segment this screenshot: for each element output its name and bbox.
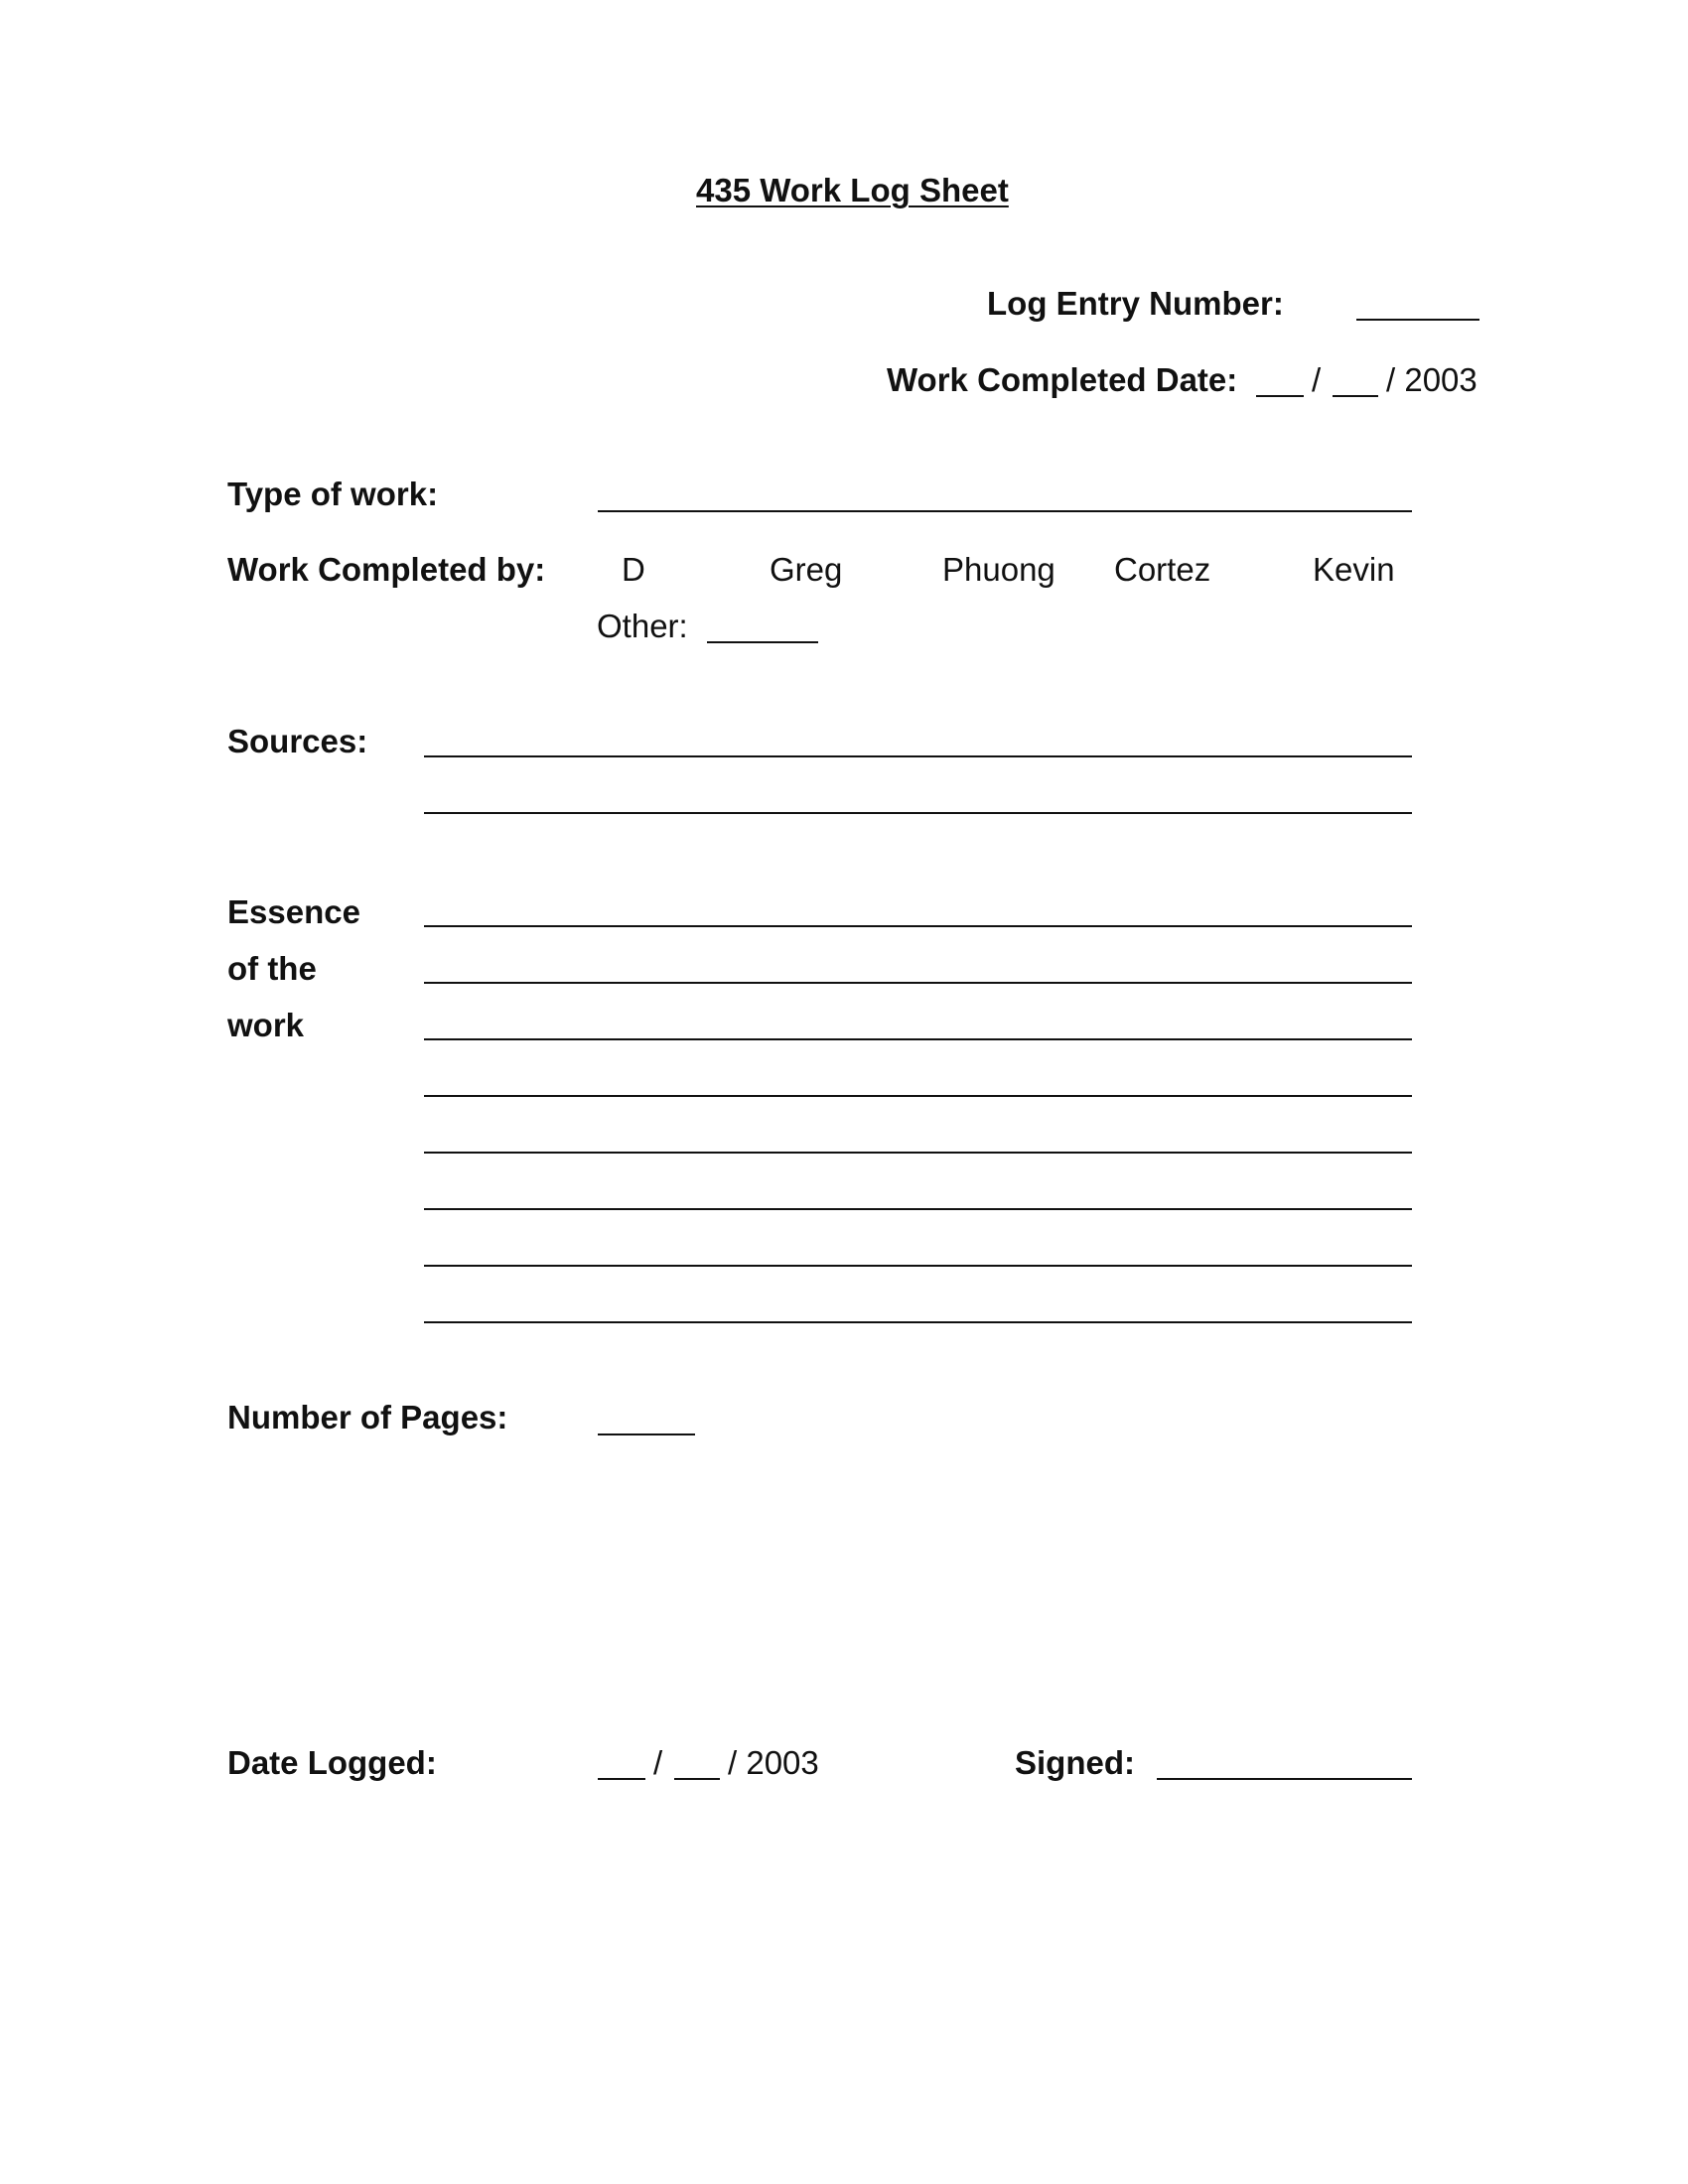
other-label: Other: (597, 608, 688, 644)
other-member-field[interactable] (707, 641, 818, 643)
member-option-d[interactable]: D (622, 551, 645, 588)
essence-label-line-2: of the (227, 950, 317, 987)
essence-line-4[interactable] (424, 1095, 1412, 1097)
member-option-cortez[interactable]: Cortez (1114, 551, 1211, 588)
type-of-work-field[interactable] (598, 510, 1412, 512)
logged-month-field[interactable] (598, 1778, 645, 1780)
type-of-work-label: Type of work: (227, 476, 439, 512)
number-of-pages-field[interactable] (598, 1433, 695, 1435)
essence-line-3[interactable] (424, 1038, 1412, 1040)
essence-line-1[interactable] (424, 925, 1412, 927)
member-option-greg[interactable]: Greg (770, 551, 843, 588)
completed-year: / 2003 (1386, 361, 1477, 398)
number-of-pages-label: Number of Pages: (227, 1399, 508, 1435)
logged-day-field[interactable] (674, 1778, 720, 1780)
work-completed-date-label: Work Completed Date: (887, 361, 1238, 398)
sources-line-2[interactable] (424, 812, 1412, 814)
essence-label-line-1: Essence (227, 893, 360, 930)
completed-month-field[interactable] (1256, 395, 1304, 397)
essence-line-5[interactable] (424, 1152, 1412, 1154)
sources-label: Sources: (227, 723, 368, 759)
signed-label: Signed: (1015, 1744, 1135, 1781)
essence-line-8[interactable] (424, 1321, 1412, 1323)
essence-line-2[interactable] (424, 982, 1412, 984)
sources-line-1[interactable] (424, 755, 1412, 757)
member-option-phuong[interactable]: Phuong (942, 551, 1055, 588)
member-option-kevin[interactable]: Kevin (1313, 551, 1395, 588)
logged-year: / 2003 (728, 1744, 819, 1781)
work-completed-by-label: Work Completed by: (227, 551, 546, 588)
date-logged-separator: / (653, 1744, 663, 1781)
essence-label-line-3: work (227, 1007, 305, 1043)
date-separator: / (1312, 361, 1322, 398)
log-entry-number-field[interactable] (1356, 319, 1479, 321)
log-entry-number-label: Log Entry Number: (987, 285, 1284, 322)
page-title: 435 Work Log Sheet (696, 172, 1009, 208)
date-logged-label: Date Logged: (227, 1744, 437, 1781)
signature-field[interactable] (1157, 1778, 1412, 1780)
essence-line-6[interactable] (424, 1208, 1412, 1210)
essence-line-7[interactable] (424, 1265, 1412, 1267)
completed-day-field[interactable] (1333, 395, 1378, 397)
